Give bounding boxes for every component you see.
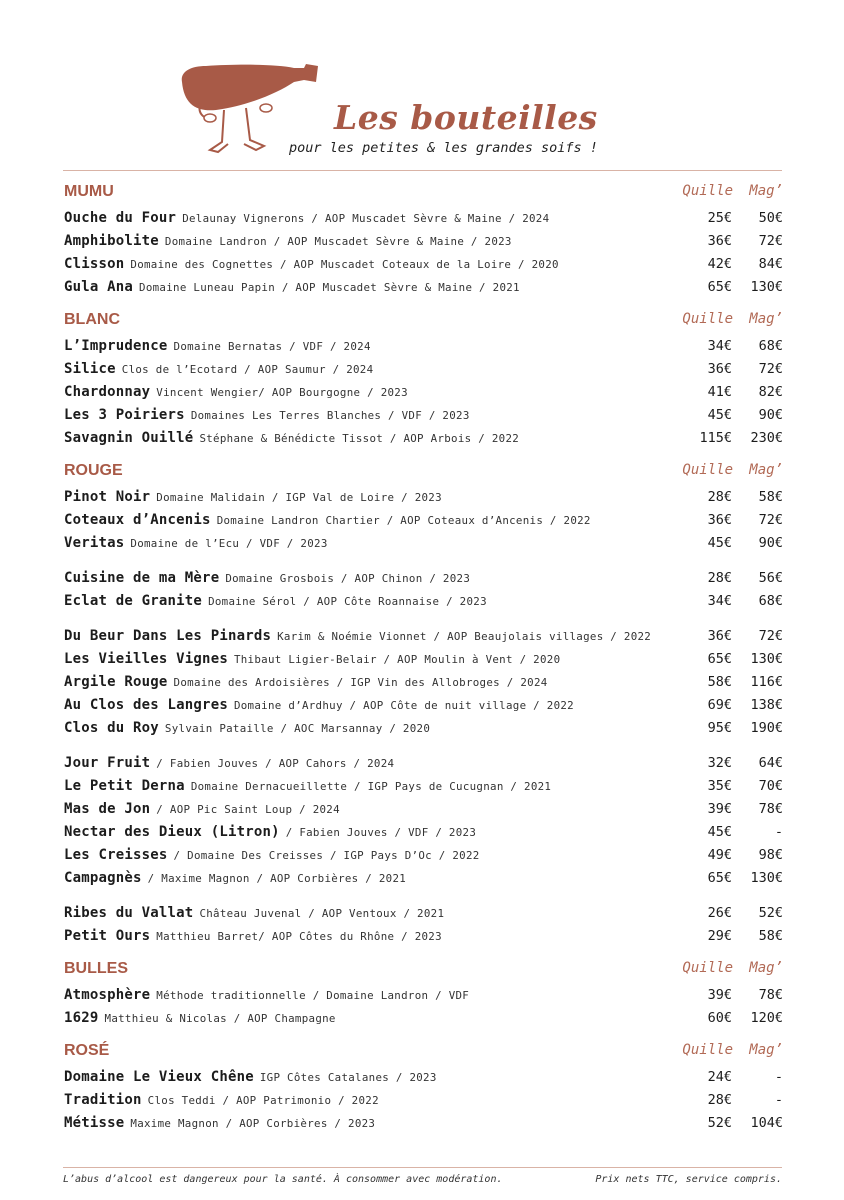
price-mag: 72€	[758, 361, 783, 377]
price-quille: 42€	[707, 256, 732, 272]
price-mag: 72€	[758, 628, 783, 644]
wine-name: Argile Rouge	[64, 674, 168, 690]
wine-name: Gula Ana	[64, 279, 134, 295]
price-mag: 72€	[758, 233, 783, 249]
wine-name: Les Creisses	[64, 847, 168, 863]
section-header	[63, 180, 783, 206]
wine-row	[63, 566, 783, 589]
price-quille: 26€	[707, 905, 732, 921]
wine-name-cell	[64, 847, 480, 863]
wine-detail: / Fabien Jouves / AOP Cahors / 2024	[156, 757, 395, 770]
section-spacer	[63, 298, 783, 308]
section-2	[63, 459, 783, 957]
wine-name: Jour Fruit	[64, 755, 151, 771]
price-quille: 25€	[707, 210, 732, 226]
group-spacer	[63, 554, 783, 566]
wine-row	[63, 866, 783, 889]
section-title: BLANC	[64, 311, 120, 328]
price-quille: 39€	[707, 987, 732, 1003]
price-mag: 68€	[758, 338, 783, 354]
wine-name: Au Clos des Langres	[64, 697, 228, 713]
wine-name: Amphibolite	[64, 233, 159, 249]
wine-name: Domaine Le Vieux Chêne	[64, 1069, 254, 1085]
wine-name: Eclat de Granite	[64, 593, 203, 609]
wine-name: Petit Ours	[64, 928, 151, 944]
wine-row	[63, 357, 783, 380]
wine-row	[63, 1065, 783, 1088]
wine-name-cell	[64, 778, 551, 794]
price-quille: 29€	[707, 928, 732, 944]
price-quille: 95€	[707, 720, 732, 736]
section-1	[63, 308, 783, 459]
price-mag: 64€	[758, 755, 783, 771]
wine-name: Coteaux d’Ancenis	[64, 512, 211, 528]
price-mag: 90€	[758, 535, 783, 551]
wine-name: Les 3 Poiriers	[64, 407, 185, 423]
section-title: ROUGE	[64, 462, 123, 479]
wine-name: Atmosphère	[64, 987, 151, 1003]
wine-row	[63, 716, 783, 739]
wine-row	[63, 1006, 783, 1029]
wine-detail: Domaine Dernacueillette / IGP Pays de Cucugnan / 2021	[190, 780, 552, 793]
wine-detail: Clos Teddi / AOP Patrimonio / 2022	[147, 1094, 379, 1107]
wine-row	[63, 252, 783, 275]
group-spacer	[63, 889, 783, 901]
wine-name-cell	[64, 824, 476, 840]
wine-name-cell	[64, 870, 406, 886]
wine-row	[63, 334, 783, 357]
price-quille: 36€	[707, 361, 732, 377]
section-header	[63, 1039, 783, 1065]
column-header-quille: Quille	[682, 960, 733, 976]
wine-detail: Maxime Magnon / AOP Corbières / 2023	[130, 1117, 376, 1130]
page-header	[0, 0, 844, 170]
price-mag: 130€	[750, 279, 783, 295]
section-title: MUMU	[64, 183, 114, 200]
wine-detail: Domaine Grosbois / AOP Chinon / 2023	[225, 572, 471, 585]
wine-detail: Domaine de l’Ecu / VDF / 2023	[130, 537, 328, 550]
wine-name-cell	[64, 1115, 375, 1131]
wine-name: Savagnin Ouillé	[64, 430, 194, 446]
price-quille: 28€	[707, 570, 732, 586]
section-3	[63, 957, 783, 1039]
price-mag: -	[774, 1092, 783, 1108]
price-quille: 35€	[707, 778, 732, 794]
wine-name-cell	[64, 279, 520, 295]
wine-name-cell	[64, 987, 469, 1003]
wine-row	[63, 843, 783, 866]
wine-name-cell	[64, 384, 408, 400]
wine-name: 1629	[64, 1010, 99, 1026]
wine-name: Chardonnay	[64, 384, 151, 400]
wine-name: Le Petit Derna	[64, 778, 185, 794]
price-mag: 120€	[750, 1010, 783, 1026]
price-quille: 45€	[707, 824, 732, 840]
section-header	[63, 308, 783, 334]
footer-divider	[63, 1167, 782, 1168]
wine-detail: Domaine Landron Chartier / AOP Coteaux d’Ancenis / 2022	[216, 514, 591, 527]
section-spacer	[63, 1134, 783, 1144]
price-mag: 52€	[758, 905, 783, 921]
price-quille: 45€	[707, 535, 732, 551]
wine-list	[63, 180, 783, 1144]
wine-row	[63, 693, 783, 716]
wine-detail: Sylvain Pataille / AOC Marsannay / 2020	[164, 722, 431, 735]
price-mag: 82€	[758, 384, 783, 400]
price-mag: -	[774, 1069, 783, 1085]
wine-name-cell	[64, 697, 574, 713]
wine-name: Campagnès	[64, 870, 142, 886]
section-spacer	[63, 1029, 783, 1039]
wine-name: Les Vieilles Vignes	[64, 651, 228, 667]
wine-name: Ouche du Four	[64, 210, 177, 226]
price-mag: 104€	[750, 1115, 783, 1131]
price-mag: 116€	[750, 674, 783, 690]
price-quille: 32€	[707, 755, 732, 771]
section-header	[63, 459, 783, 485]
wine-detail: Domaine Bernatas / VDF / 2024	[173, 340, 371, 353]
section-0	[63, 180, 783, 308]
price-quille: 34€	[707, 338, 732, 354]
wine-row	[63, 624, 783, 647]
wine-name-cell	[64, 593, 487, 609]
wine-name-cell	[64, 233, 512, 249]
column-header-quille: Quille	[682, 462, 733, 478]
column-header-quille: Quille	[682, 183, 733, 199]
column-header-mag: Mag’	[749, 183, 783, 199]
price-quille: 58€	[707, 674, 732, 690]
wine-row	[63, 774, 783, 797]
wine-row	[63, 403, 783, 426]
wine-row	[63, 426, 783, 449]
price-quille: 28€	[707, 489, 732, 505]
wine-row	[63, 901, 783, 924]
wine-detail: IGP Côtes Catalanes / 2023	[259, 1071, 437, 1084]
column-header-mag: Mag’	[749, 960, 783, 976]
page-subtitle: pour les petites & les grandes soifs !	[289, 140, 598, 156]
wine-name: Clisson	[64, 256, 125, 272]
column-header-mag: Mag’	[749, 462, 783, 478]
price-quille: 28€	[707, 1092, 732, 1108]
wine-name-cell	[64, 628, 651, 644]
section-title: ROSÉ	[64, 1042, 110, 1059]
price-mag: 56€	[758, 570, 783, 586]
wine-name: Pinot Noir	[64, 489, 151, 505]
price-quille: 69€	[707, 697, 732, 713]
price-quille: 115€	[699, 430, 732, 446]
wine-detail: Delaunay Vignerons / AOP Muscadet Sèvre & Maine / 2024	[182, 212, 550, 225]
wine-detail: Domaine Luneau Papin / AOP Muscadet Sèvre & Maine / 2021	[139, 281, 520, 294]
wine-name-cell	[64, 512, 591, 528]
price-quille: 60€	[707, 1010, 732, 1026]
header-divider	[63, 170, 782, 171]
price-mag: 98€	[758, 847, 783, 863]
wine-detail: Méthode traditionnelle / Domaine Landron / VDF	[156, 989, 470, 1002]
wine-row	[63, 531, 783, 554]
wine-name: Cuisine de ma Mère	[64, 570, 220, 586]
wine-detail: / Domaine Des Creisses / IGP Pays D’Oc / 2022	[173, 849, 480, 862]
wine-row	[63, 983, 783, 1006]
health-warning: L’abus d’alcool est dangereux pour la santé. À consommer avec modération.	[63, 1174, 503, 1185]
price-quille: 52€	[707, 1115, 732, 1131]
wine-row	[63, 820, 783, 843]
wine-detail: Domaine Sérol / AOP Côte Roannaise / 2023	[208, 595, 487, 608]
section-spacer	[63, 947, 783, 957]
wine-row	[63, 797, 783, 820]
price-quille: 41€	[707, 384, 732, 400]
wine-name-cell	[64, 651, 560, 667]
price-note: Prix nets TTC, service compris.	[595, 1174, 782, 1185]
price-mag: 130€	[750, 870, 783, 886]
wine-name: Du Beur Dans Les Pinards	[64, 628, 272, 644]
wine-name: Ribes du Vallat	[64, 905, 194, 921]
wine-name: Veritas	[64, 535, 125, 551]
section-spacer	[63, 449, 783, 459]
wine-name: Nectar des Dieux (Litron)	[64, 824, 280, 840]
wine-detail: / Maxime Magnon / AOP Corbières / 2021	[147, 872, 407, 885]
wine-detail: Domaine Malidain / IGP Val de Loire / 2023	[156, 491, 442, 504]
wine-detail: Matthieu Barret/ AOP Côtes du Rhône / 2023	[156, 930, 442, 943]
wine-name-cell	[64, 720, 430, 736]
wine-name-cell	[64, 407, 470, 423]
wine-row	[63, 206, 783, 229]
wine-name-cell	[64, 1069, 437, 1085]
column-header-mag: Mag’	[749, 311, 783, 327]
wine-row	[63, 1088, 783, 1111]
price-mag: 50€	[758, 210, 783, 226]
wine-detail: Domaines Les Terres Blanches / VDF / 2023	[190, 409, 470, 422]
wine-name: L’Imprudence	[64, 338, 168, 354]
wine-name-cell	[64, 674, 548, 690]
column-header-mag: Mag’	[749, 1042, 783, 1058]
wine-name-cell	[64, 755, 394, 771]
price-mag: 90€	[758, 407, 783, 423]
wine-detail: Domaine des Cognettes / AOP Muscadet Coteaux de la Loire / 2020	[130, 258, 559, 271]
wine-name: Mas de Jon	[64, 801, 151, 817]
wine-name-cell	[64, 535, 328, 551]
price-quille: 65€	[707, 279, 732, 295]
wine-name-cell	[64, 928, 442, 944]
wine-row	[63, 751, 783, 774]
wine-name-cell	[64, 256, 559, 272]
wine-detail: Thibaut Ligier-Belair / AOP Moulin à Vent / 2020	[233, 653, 561, 666]
wine-row	[63, 485, 783, 508]
price-quille: 34€	[707, 593, 732, 609]
wine-name-cell	[64, 430, 519, 446]
wine-name-cell	[64, 1092, 379, 1108]
section-4	[63, 1039, 783, 1144]
wine-name-cell	[64, 210, 549, 226]
wine-row	[63, 670, 783, 693]
price-mag: 84€	[758, 256, 783, 272]
wine-name-cell	[64, 801, 340, 817]
price-mag: -	[774, 824, 783, 840]
price-mag: 138€	[750, 697, 783, 713]
price-mag: 70€	[758, 778, 783, 794]
wine-detail: Domaine d’Ardhuy / AOP Côte de nuit village / 2022	[233, 699, 574, 712]
price-quille: 65€	[707, 651, 732, 667]
section-header	[63, 957, 783, 983]
group-spacer	[63, 739, 783, 751]
wine-name-cell	[64, 338, 371, 354]
wine-name-cell	[64, 361, 373, 377]
wine-row	[63, 229, 783, 252]
column-header-quille: Quille	[682, 311, 733, 327]
price-mag: 78€	[758, 987, 783, 1003]
wine-row	[63, 275, 783, 298]
price-mag: 190€	[750, 720, 783, 736]
price-quille: 39€	[707, 801, 732, 817]
wine-detail: Château Juvenal / AOP Ventoux / 2021	[199, 907, 445, 920]
section-title: BULLES	[64, 960, 128, 977]
price-mag: 78€	[758, 801, 783, 817]
wine-row	[63, 380, 783, 403]
wine-name: Métisse	[64, 1115, 125, 1131]
price-mag: 58€	[758, 928, 783, 944]
wine-row	[63, 647, 783, 670]
price-mag: 58€	[758, 489, 783, 505]
wine-name: Silice	[64, 361, 116, 377]
price-quille: 36€	[707, 628, 732, 644]
wine-name-cell	[64, 1010, 336, 1026]
wine-row	[63, 589, 783, 612]
price-quille: 49€	[707, 847, 732, 863]
wine-detail: Domaine Landron / AOP Muscadet Sèvre & Maine / 2023	[164, 235, 512, 248]
price-quille: 36€	[707, 512, 732, 528]
wine-detail: Karim & Noémie Vionnet / AOP Beaujolais villages / 2022	[277, 630, 652, 643]
wine-name-cell	[64, 489, 442, 505]
group-spacer	[63, 612, 783, 624]
wine-row	[63, 508, 783, 531]
price-mag: 230€	[750, 430, 783, 446]
wine-row	[63, 1111, 783, 1134]
wine-detail: Vincent Wengier/ AOP Bourgogne / 2023	[156, 386, 408, 399]
wine-detail: Matthieu & Nicolas / AOP Champagne	[104, 1012, 336, 1025]
wine-detail: Stéphane & Bénédicte Tissot / AOP Arbois / 2022	[199, 432, 520, 445]
wine-name: Tradition	[64, 1092, 142, 1108]
wine-name-cell	[64, 905, 444, 921]
wine-detail: Domaine des Ardoisières / IGP Vin des Allobroges / 2024	[173, 676, 548, 689]
price-mag: 68€	[758, 593, 783, 609]
wine-detail: / AOP Pic Saint Loup / 2024	[156, 803, 340, 816]
wine-row	[63, 924, 783, 947]
page-title: Les bouteilles	[334, 98, 598, 137]
column-header-quille: Quille	[682, 1042, 733, 1058]
wine-name: Clos du Roy	[64, 720, 159, 736]
price-quille: 24€	[707, 1069, 732, 1085]
price-mag: 72€	[758, 512, 783, 528]
price-quille: 36€	[707, 233, 732, 249]
wine-detail: Clos de l’Ecotard / AOP Saumur / 2024	[121, 363, 374, 376]
wine-detail: / Fabien Jouves / VDF / 2023	[285, 826, 477, 839]
price-quille: 65€	[707, 870, 732, 886]
price-mag: 130€	[750, 651, 783, 667]
price-quille: 45€	[707, 407, 732, 423]
wine-name-cell	[64, 570, 470, 586]
